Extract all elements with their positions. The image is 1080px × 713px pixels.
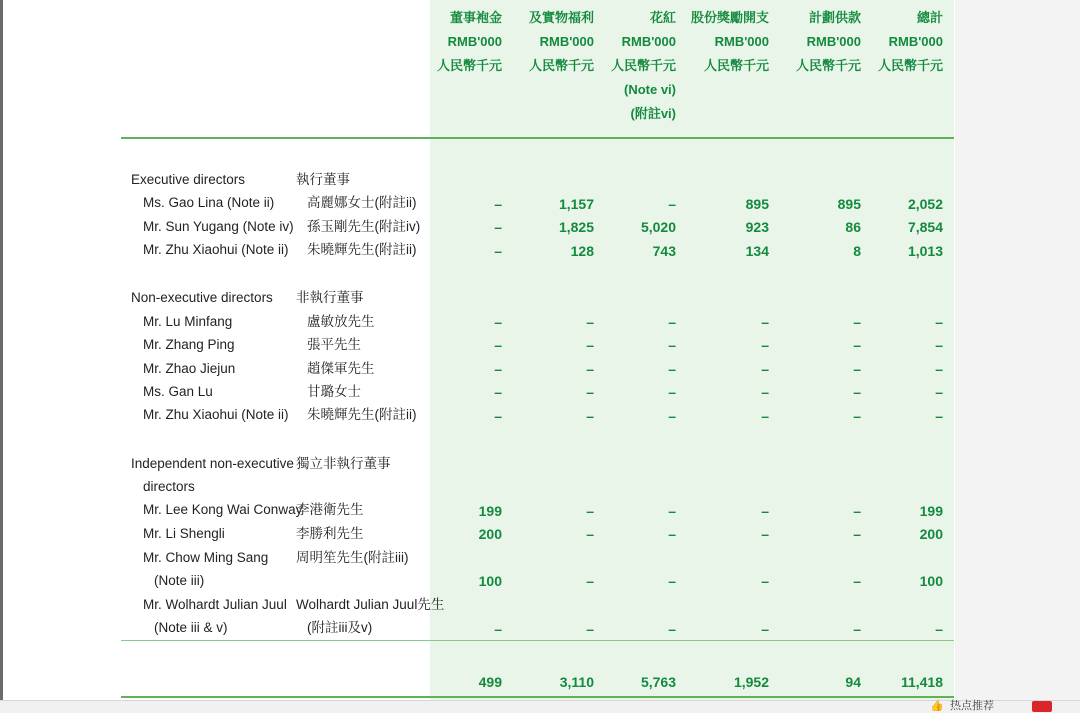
table-cell: 100 <box>478 573 502 589</box>
table-cell: – <box>761 621 769 637</box>
table-cell: 200 <box>478 526 502 542</box>
table-cell: – <box>494 384 502 400</box>
row-name-zh: 朱曉輝先生(附註ii) <box>307 242 417 257</box>
table-cell: 86 <box>845 219 861 235</box>
table-cell: – <box>494 361 502 377</box>
row-name-zh: 李勝利先生 <box>296 526 364 541</box>
row-name-en: Mr. Zhang Ping <box>143 337 235 352</box>
table-cell: – <box>668 314 676 330</box>
column-header-total: 總計 RMB'000 人民幣千元 <box>877 10 943 73</box>
row-name-en: Mr. Sun Yugang (Note iv) <box>143 219 294 234</box>
row-name-zh: 高麗娜女士(附註ii) <box>307 195 417 210</box>
table-cell: – <box>494 196 502 212</box>
recommend-link[interactable]: 热点推荐 <box>950 700 994 712</box>
row-name-zh: 盧敏放先生 <box>307 314 375 329</box>
row-name-en: Mr. Zhu Xiaohui (Note ii) <box>143 407 289 422</box>
table-cell: – <box>853 314 861 330</box>
table-cell: – <box>761 526 769 542</box>
column-header-bonus: 花紅 RMB'000 人民幣千元 (Note vi) (附註vi) <box>610 10 676 121</box>
row-name-en: Mr. Li Shengli <box>143 526 225 541</box>
total-cell: 3,110 <box>559 674 594 690</box>
thumbs-up-icon[interactable]: 👍 <box>930 700 944 712</box>
column-header-share-award-expense: 股份獎勵開支 RMB'000 人民幣千元 <box>690 10 769 73</box>
table-cell: 200 <box>919 526 943 542</box>
table-cell: – <box>494 314 502 330</box>
table-cell: 1,157 <box>558 196 594 212</box>
subtotal-rule <box>121 640 954 641</box>
table-cell: 100 <box>919 573 943 589</box>
column-header-scheme-contributions: 計劃供款 RMB'000 人民幣千元 <box>795 10 861 73</box>
row-name-en: Ms. Gan Lu <box>143 384 213 399</box>
header-rule <box>121 137 954 139</box>
row-name-en: Mr. Zhao Jiejun <box>143 361 236 376</box>
row-name-en: Mr. Wolhardt Julian Juul <box>143 597 287 612</box>
table-cell: – <box>668 621 676 637</box>
table-cell: – <box>761 573 769 589</box>
table-cell: – <box>853 621 861 637</box>
row-name-zh: 周明笙先生(附註iii) <box>296 550 409 565</box>
table-cell: 743 <box>652 243 676 259</box>
row-name-en: Mr. Chow Ming Sang <box>143 550 269 565</box>
table-cell: – <box>586 337 594 353</box>
table-cell: – <box>668 573 676 589</box>
table-cell: 1,013 <box>907 243 943 259</box>
table-cell: – <box>853 361 861 377</box>
table-cell: 895 <box>745 196 769 212</box>
table-cell: – <box>668 526 676 542</box>
row-name-zh: 李港衛先生 <box>296 502 364 517</box>
row-name-zh: Wolhardt Julian Juul先生 <box>296 597 445 612</box>
table-cell: – <box>761 503 769 519</box>
table-cell: – <box>761 408 769 424</box>
row-name-zh: 朱曉輝先生(附註ii) <box>307 407 417 422</box>
row-name-zh: 孫玉剛先生(附註iv) <box>307 219 421 234</box>
total-rule <box>121 696 954 698</box>
table-cell: – <box>668 337 676 353</box>
table-cell: – <box>586 503 594 519</box>
total-cell: 5,763 <box>640 674 676 690</box>
table-cell: – <box>853 573 861 589</box>
table-cell: – <box>494 337 502 353</box>
table-cell: – <box>586 361 594 377</box>
table-cell: – <box>586 314 594 330</box>
left-scroll-edge[interactable] <box>0 0 3 700</box>
bottom-toolbar <box>0 700 1080 713</box>
table-cell: – <box>761 361 769 377</box>
column-header-directors-fees: 董事袍金 RMB'000 人民幣千元 <box>436 10 502 73</box>
row-name-zh: 趙傑軍先生 <box>307 361 375 376</box>
table-cell: 1,825 <box>558 219 594 235</box>
total-cell: 94 <box>845 674 861 690</box>
table-cell: – <box>935 314 943 330</box>
table-cell: – <box>935 361 943 377</box>
section-independent-en: Independent non-executive <box>131 456 294 471</box>
table-cell: – <box>494 621 502 637</box>
total-cell: 499 <box>478 674 502 690</box>
row-name-en-cont: (Note iii) <box>154 573 205 588</box>
table-cell: – <box>494 408 502 424</box>
row-name-zh-cont: (附註iii及v) <box>307 620 373 635</box>
table-cell: 7,854 <box>907 219 943 235</box>
table-cell: 128 <box>570 243 594 259</box>
row-name-zh: 甘璐女士 <box>307 384 361 399</box>
table-cell: – <box>935 621 943 637</box>
table-cell: 5,020 <box>640 219 676 235</box>
table-cell: – <box>668 408 676 424</box>
table-cell: – <box>853 384 861 400</box>
table-cell: – <box>668 361 676 377</box>
table-cell: – <box>853 526 861 542</box>
total-cell: 1,952 <box>733 674 769 690</box>
row-name-en: Mr. Lee Kong Wai Conway <box>143 502 303 517</box>
table-cell: – <box>668 384 676 400</box>
table-cell: – <box>494 243 502 259</box>
table-cell: – <box>586 573 594 589</box>
column-header-benefits-in-kind: 及實物福利 RMB'000 人民幣千元 <box>528 10 594 73</box>
table-cell: – <box>494 219 502 235</box>
table-cell: – <box>935 384 943 400</box>
table-cell: – <box>586 526 594 542</box>
table-cell: – <box>586 408 594 424</box>
section-executive-en: Executive directors <box>131 172 246 187</box>
table-cell: 199 <box>478 503 502 519</box>
row-name-zh: 張平先生 <box>307 337 361 352</box>
right-margin <box>955 0 1080 700</box>
table-cell: – <box>668 196 676 212</box>
table-cell: – <box>935 408 943 424</box>
table-cell: – <box>761 337 769 353</box>
section-non-executive-zh: 非執行董事 <box>296 290 364 305</box>
section-independent-zh: 獨立非執行董事 <box>296 456 391 471</box>
table-cell: 2,052 <box>907 196 943 212</box>
row-name-en: Mr. Lu Minfang <box>143 314 233 329</box>
table-cell: 895 <box>837 196 861 212</box>
section-executive-zh: 執行董事 <box>296 172 350 187</box>
table-cell: 134 <box>745 243 769 259</box>
table-cell: 199 <box>919 503 943 519</box>
row-name-en: Mr. Zhu Xiaohui (Note ii) <box>143 242 289 257</box>
table-cell: 923 <box>745 219 769 235</box>
app-badge-icon[interactable] <box>1032 701 1052 712</box>
table-cell: – <box>935 337 943 353</box>
table-cell: – <box>586 621 594 637</box>
section-non-executive-en: Non-executive directors <box>131 290 273 305</box>
row-name-en: Ms. Gao Lina (Note ii) <box>143 195 275 210</box>
table-cell: – <box>853 503 861 519</box>
table-cell: – <box>668 503 676 519</box>
section-independent-en-cont: directors <box>143 479 195 494</box>
row-name-en-cont: (Note iii & v) <box>154 620 228 635</box>
total-cell: 11,418 <box>900 674 943 690</box>
table-cell: – <box>853 408 861 424</box>
table-cell: – <box>761 384 769 400</box>
table-cell: – <box>853 337 861 353</box>
table-cell: 8 <box>853 243 861 259</box>
table-cell: – <box>586 384 594 400</box>
table-cell: – <box>761 314 769 330</box>
